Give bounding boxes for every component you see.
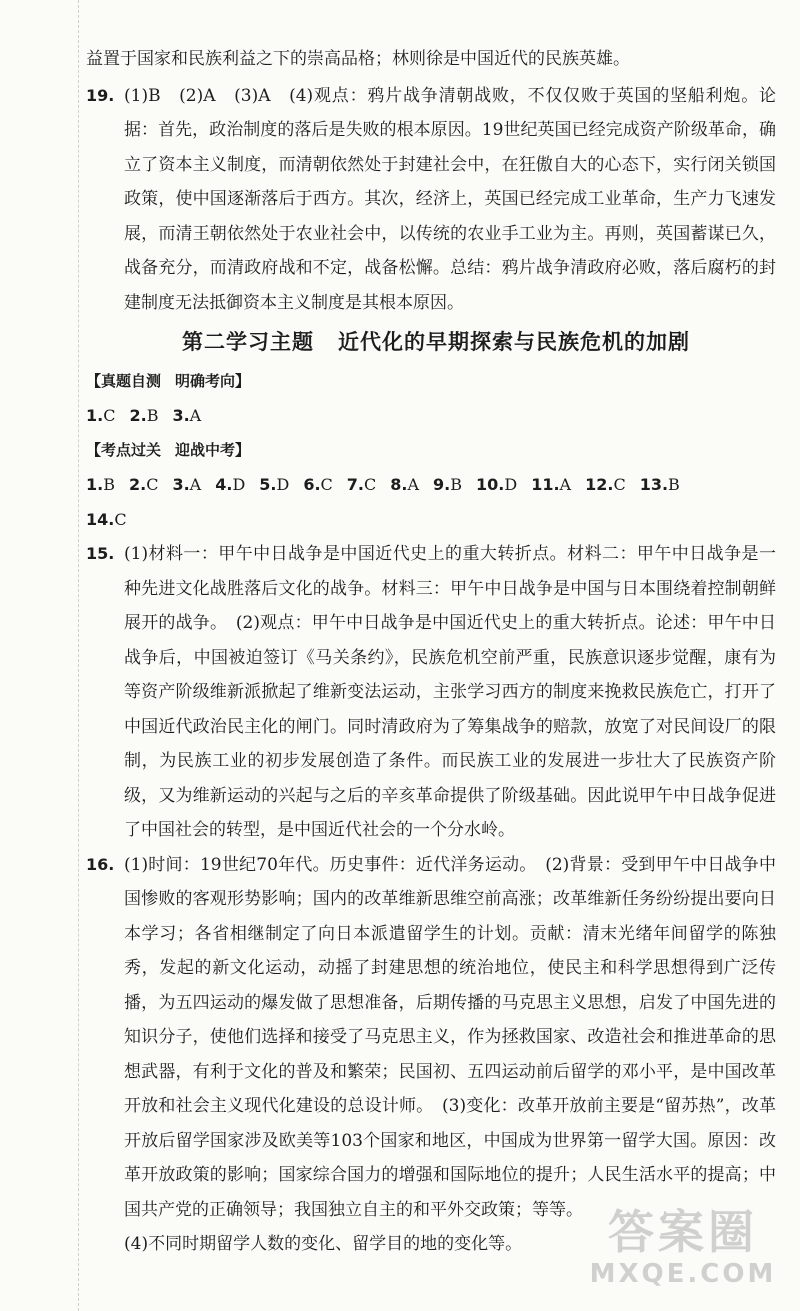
answer-item: 2.C [128,475,159,494]
question-answer-text: (1)B (2)A (3)A (4)观点：鸦片战争清朝战败，不仅仅败于英国的坚船利炮。论据：首先，政治制度的落后是失败的根本原因。19世纪英国已经完成资产阶级革命，确立了资本主义制度，而清朝依然处于封建社会中，在狂傲自大的心态下，实行闭关锁国政策，使中国逐渐落后于西方。其次，经济上，英国已经完成工业革命，生产力飞速发展，而清王朝依然处于农业社会中，以传统的农业手工业为主。再则，英国蓄谋已久，战备充分，而清政府战和不定，战备松懈。总结：鸦片战争清政府必败，落后腐朽的封建制度无法抵御资本主义制度是其根本原因。 [124,85,776,313]
answer-item: 10.D [476,475,518,494]
answer-item: 9.B [433,475,463,494]
answers-zhenti [16,398,776,433]
answer-item: 8.A [390,475,420,494]
answer-item: 14.C [86,510,127,529]
tag-part1: 【考点过关 [86,441,162,459]
answer-item: 7.C [346,475,377,494]
question-number: 19. [86,85,115,105]
answer-item: 6.C [303,475,333,494]
answer-item: 1.C [86,406,116,425]
question-answer-text: (1)材料一：甲午中日战争是中国近代史上的重大转折点。材料二：甲午中日战争是一种先进文化战胜落后文化的战争。材料三：甲午中日战争是中国与日本围绕着控制朝鲜展开的战争。 (2)观点：甲午中日战争是中国近代史上的重大转折点。论述：甲午中日战争后，中国被迫签订《马关条约》，民族危机空前严重，民族意识逐步觉醒，康有为等资产阶级维新派掀起了维新变法运动，主张学习西方的制度来挽救民族危亡，打开了中国近代政治民主化的闸门。同时清政府为了筹集战争的赔款，放宽了对民间设厂的限制，为民族工业的初步发展创造了条件。而民族工业的发展进一步壮大了民族资产阶级，又为维新运动的兴起与之后的辛亥革命提供了阶级基础。因此说甲午中日战争促进了中国社会的转型，是中国近代社会的一个分水岭。 [124,544,776,840]
site-watermark-logo: 答案圈 MXQE.COM [589,1205,777,1289]
answer-item: 2.B [129,406,159,425]
answer-item: 13.B [639,475,680,494]
answer-item: 5.D [259,475,290,494]
section-tag-kaodian [16,433,776,467]
tag-part2: 迎战中考】 [175,441,251,459]
section-title-part2: 近代化的早期探索与民族危机的加剧 [338,330,690,354]
question-19 [16,79,776,321]
answers-kaodian [16,467,776,502]
question-16 [16,848,776,1262]
answer-item: 1.B [86,475,115,494]
tag-part2: 明确考向】 [175,372,251,390]
question-answer-last: (4)不同时期留学人数的变化、留学目的地的变化等。 [124,1234,523,1254]
answer-14-row [16,502,776,537]
q18-tail-line: 益置于国家和民族利益之下的崇高品格；林则徐是中国近代的民族英雄。 [86,49,630,69]
answer-item: 11.A [531,475,572,494]
answer-item: 4.D [215,475,246,494]
tag-part1: 【真题自测 [86,372,162,390]
answer-page [86,42,776,1262]
answer-item: 3.A [172,406,202,425]
question-number: 15. [86,544,115,563]
answer-item: 12.C [585,475,626,494]
question-15 [16,537,776,848]
section-title-part1: 第二学习主题 [182,330,314,354]
section-title [96,326,776,358]
section-tag-zhenti [16,364,776,398]
answer-item: 3.A [172,475,202,494]
question-answer-text: (1)时间：19世纪70年代。历史事件：近代洋务运动。 (2)背景：受到甲午中日战争中国惨败的客观形势影响；国内的改革维新思维空前高涨；改革维新任务纷纷提出要向日本学习；各省相继制定了向日本派遣留学生的计划。贡献：清末光绪年间留学的陈独秀，发起的新文化运动，动摇了封建思想的统治地位，使民主和科学思想得到广泛传播，为五四运动的爆发做了思想准备，后期传播的马克思主义思想，启发了中国先进的知识分子，使他们选择和接受了马克思主义，作为拯救国家、改造社会和推进革命的思想武器，有利于文化的普及和繁荣；民国初、五四运动前后留学的邓小平，是中国改革开放和社会主义现代化建设的总设计师。 (3)变化：改革开放前主要是“留苏热”，改革开放后留学国家涉及欧美等103个国家和地区，中国成为世界第一留学大国。原因：改革开放政策的影响；国家综合国力的增强和国际地位的提升；人民生活水平的提高；中国共产党的正确领导；我国独立自主的和平外交政策；等等。 [124,854,776,1220]
question-number: 16. [86,854,115,874]
